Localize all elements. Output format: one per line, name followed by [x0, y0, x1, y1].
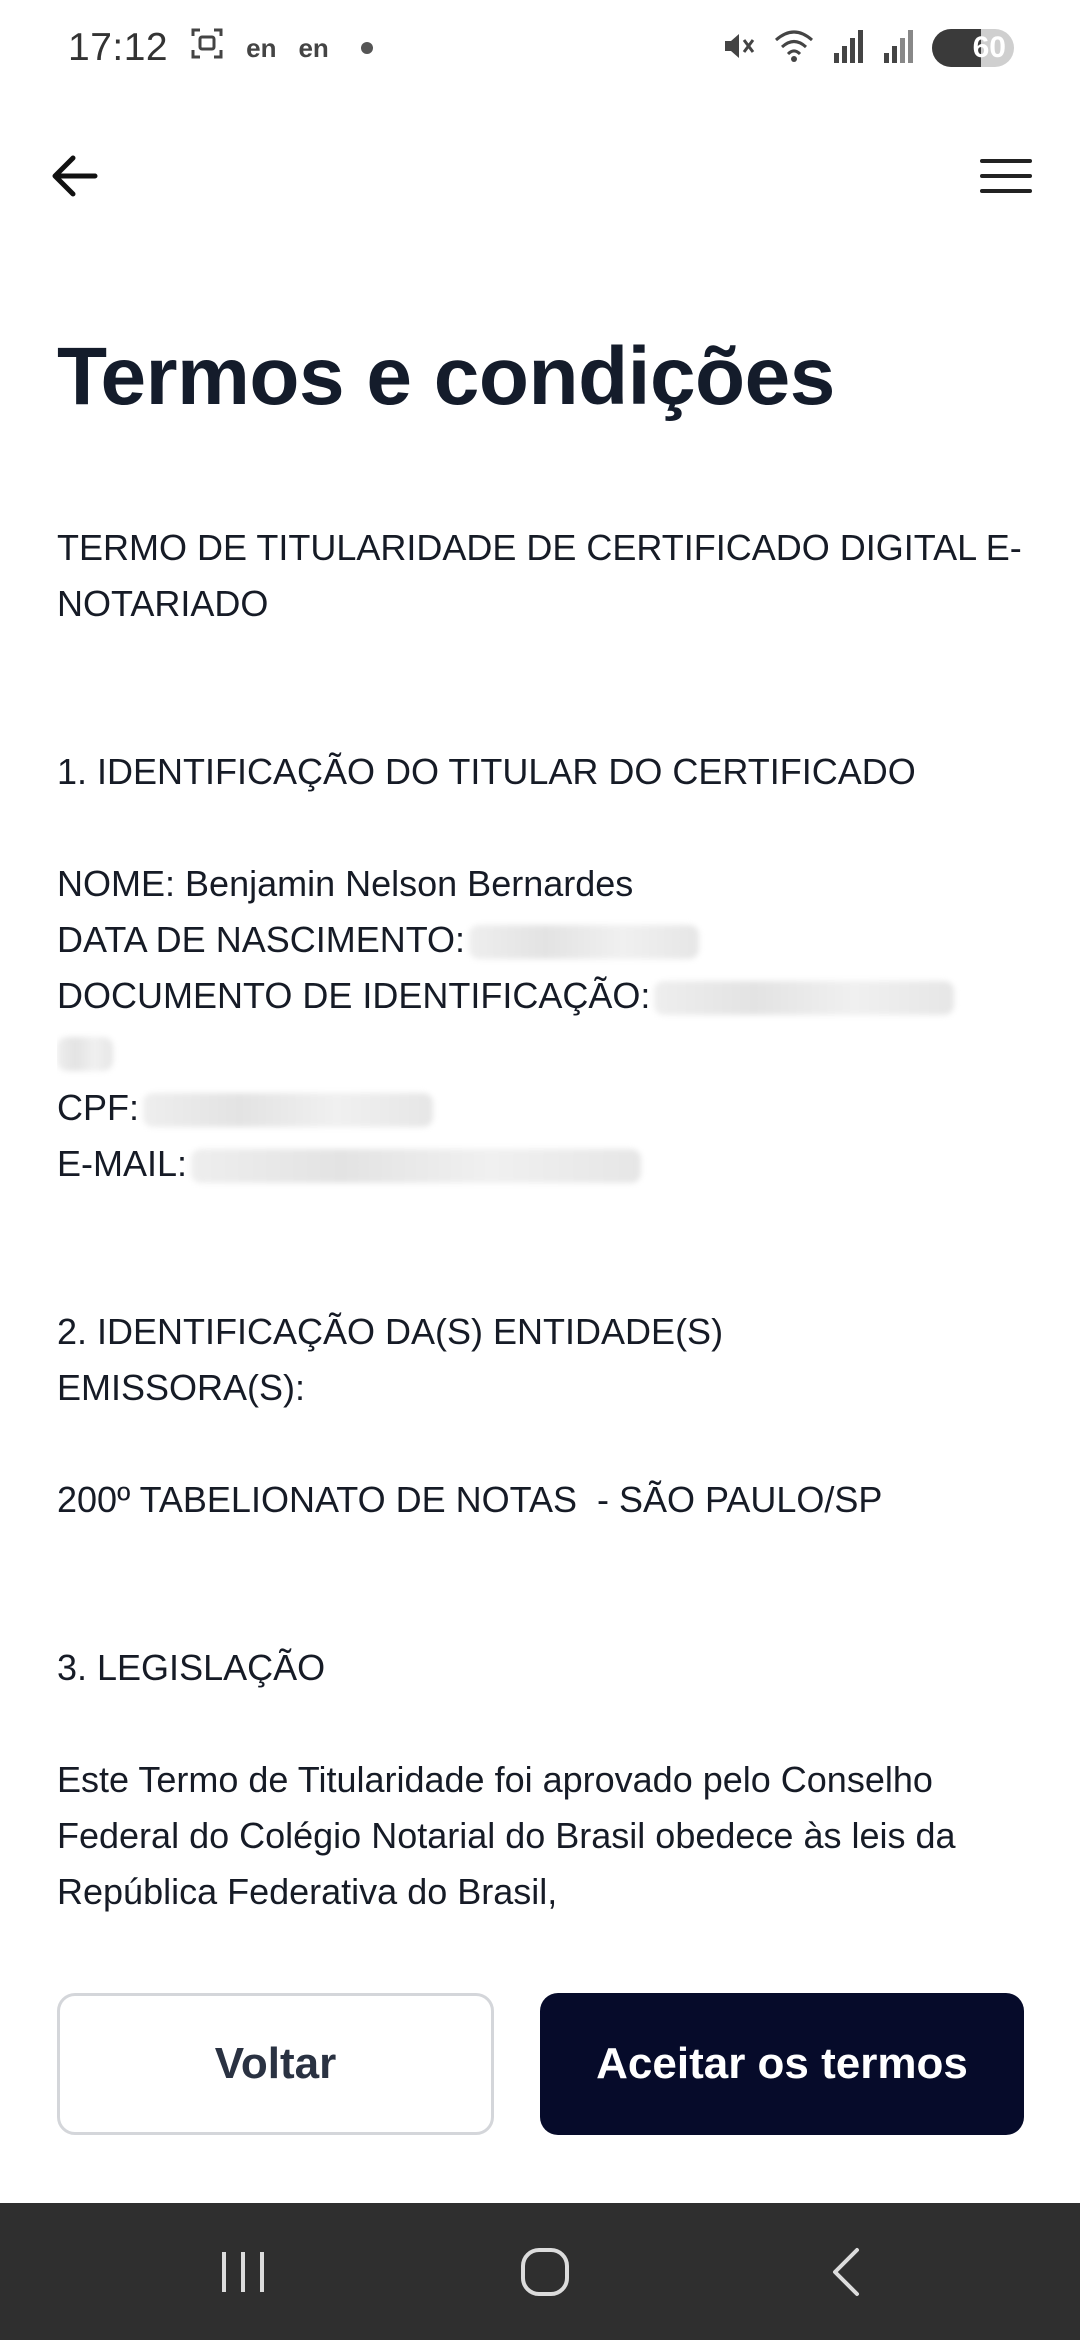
- mute-icon: [720, 28, 756, 69]
- accept-terms-button[interactable]: Aceitar os termos: [540, 1993, 1024, 2135]
- birth-date-label: DATA DE NASCIMENTO:: [57, 919, 466, 960]
- section-title: 1. IDENTIFICAÇÃO DO TITULAR DO CERTIFICADO: [57, 751, 916, 792]
- section-title: 2. IDENTIFICAÇÃO DA(S) ENTIDADE(S) EMISSORA(S):: [57, 1311, 724, 1408]
- recent-apps-button[interactable]: [208, 2237, 278, 2307]
- menu-button[interactable]: [976, 146, 1036, 206]
- document-label: DOCUMENTO DE IDENTIFICAÇÃO:: [57, 975, 651, 1016]
- signal-icon: [832, 29, 864, 68]
- issuer-text: 200º TABELIONATO DE NOTAS - SÃO PAULO/SP: [57, 1479, 883, 1520]
- app-bar: [0, 140, 1080, 220]
- redacted-value: [654, 981, 954, 1015]
- birth-date-row: [57, 912, 1037, 968]
- home-button[interactable]: [510, 2237, 580, 2307]
- redacted-value: [143, 1093, 433, 1127]
- system-back-button[interactable]: [812, 2237, 882, 2307]
- recent-apps-icon: [218, 2250, 268, 2294]
- section-title: 3. LEGISLAÇÃO: [57, 1647, 326, 1688]
- status-left: [68, 26, 373, 70]
- email-row: [57, 1136, 1037, 1192]
- redacted-value: [191, 1149, 641, 1183]
- redacted-value: [469, 925, 699, 959]
- back-button[interactable]: Voltar: [57, 1993, 494, 2135]
- section-text: Este Termo de Titularidade foi aprovado pelo Conselho Federal do Colégio Notarial do Brasil obedece às leis da República Federativa do Brasil,: [57, 1759, 956, 1912]
- back-arrow-button[interactable]: [44, 146, 104, 206]
- signal-icon: [882, 29, 914, 68]
- document-row: [57, 968, 1037, 1080]
- name-value: Benjamin Nelson Bernardes: [185, 863, 634, 904]
- terms-content[interactable]: [57, 520, 1037, 1920]
- navigation-bar: [0, 2203, 1080, 2340]
- cpf-row: [57, 1080, 1037, 1136]
- redacted-value: [57, 1037, 113, 1071]
- hamburger-menu-icon: [980, 157, 1032, 195]
- cpf-label: CPF:: [57, 1087, 140, 1128]
- terms-heading: TERMO DE TITULARIDADE DE CERTIFICADO DIGITAL E-NOTARIADO: [57, 527, 1022, 624]
- back-arrow-icon: [49, 154, 99, 198]
- name-label: NOME:: [57, 863, 176, 904]
- wifi-icon: [774, 28, 814, 69]
- screenshot-icon: [190, 26, 224, 70]
- language-indicator: en: [298, 32, 329, 63]
- status-time: 17:12: [68, 26, 169, 69]
- battery-icon: [932, 29, 1014, 67]
- name-row: [57, 856, 1037, 912]
- status-bar: [0, 0, 1080, 96]
- battery-level: 60: [972, 31, 1006, 64]
- chevron-left-icon: [827, 2246, 867, 2298]
- home-icon: [519, 2246, 571, 2298]
- status-right: [720, 28, 1014, 69]
- page-title: Termos e condições: [57, 331, 835, 422]
- notification-dot-icon: [361, 42, 373, 54]
- email-label: E-MAIL:: [57, 1143, 188, 1184]
- language-indicator: en: [246, 32, 277, 63]
